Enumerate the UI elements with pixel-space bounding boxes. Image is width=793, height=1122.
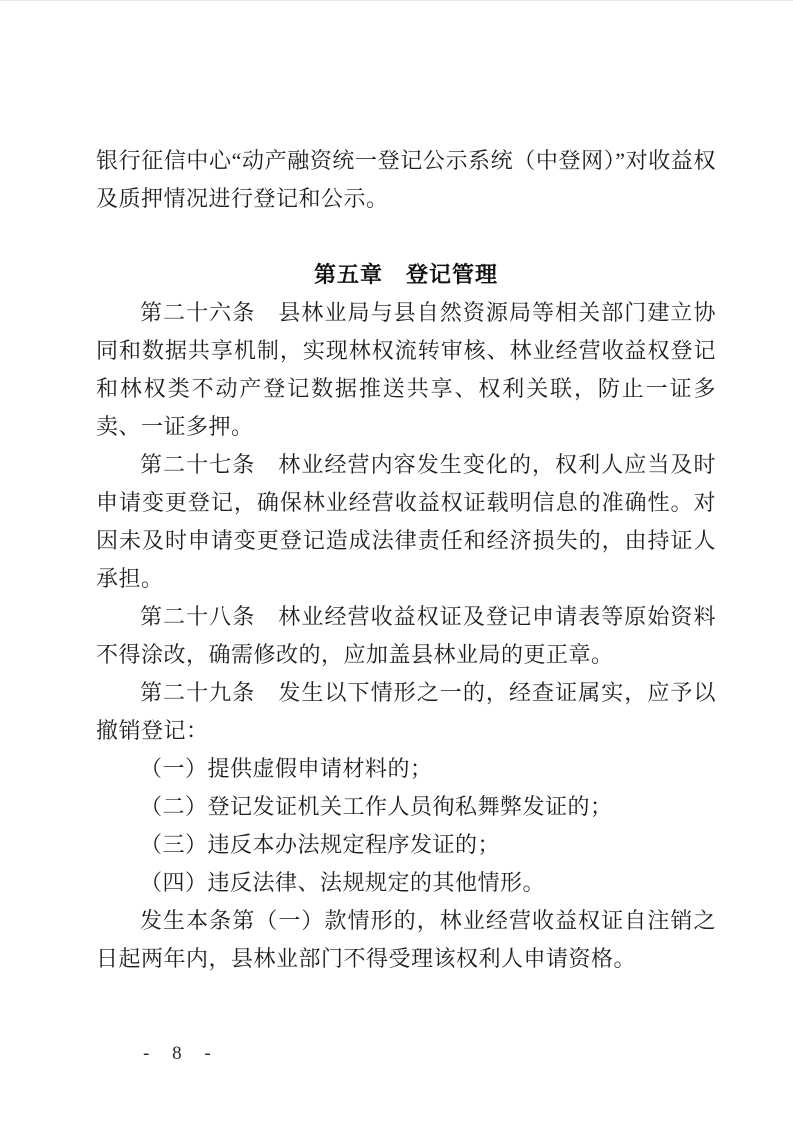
revocation-item-4: （四）违反法律、法规规定的其他情形。 [140,870,546,895]
article-26-paragraph: 第二十六条 县林业局与县自然资源局等相关部门建立协同和数据共享机制，实现林权流转审核、林业经营收益权登记和林权类不动产登记数据推送共享、权利关联，防止一证多卖、一证多押。 [96,300,716,439]
revocation-item-1: （一）提供虚假申请材料的； [140,756,433,781]
closing-paragraph: 发生本条第（一）款情形的，林业经营收益权证自注销之日起两年内，县林业部门不得受理该权利人申请资格。 [96,908,716,971]
article-29-paragraph: 第二十九条 发生以下情形之一的，经查证属实，应予以撤销登记： [96,680,716,743]
revocation-item-3: （三）违反本办法规定程序发证的； [140,832,501,857]
article-27-paragraph: 第二十七条 林业经营内容发生变化的，权利人应当及时申请变更登记，确保林业经营收益权证载明信息的准确性。对因未及时申请变更登记造成法律责任和经济损失的，由持证人承担。 [96,452,716,591]
revocation-item-2: （二）登记发证机关工作人员徇私舞弊发证的； [140,794,613,819]
continuation-paragraph: 银行征信中心“动产融资统一登记公示系统（中登网）”对收益权及质押情况进行登记和公示。 [96,148,716,211]
chapter-heading: 第五章 登记管理 [313,262,498,287]
document-body [96,142,716,978]
article-28-paragraph: 第二十八条 林业经营收益权证及登记申请表等原始资料不得涂改，确需修改的，应加盖县林业局的更正章。 [96,604,716,667]
page-number: - 8 - [143,1043,217,1064]
